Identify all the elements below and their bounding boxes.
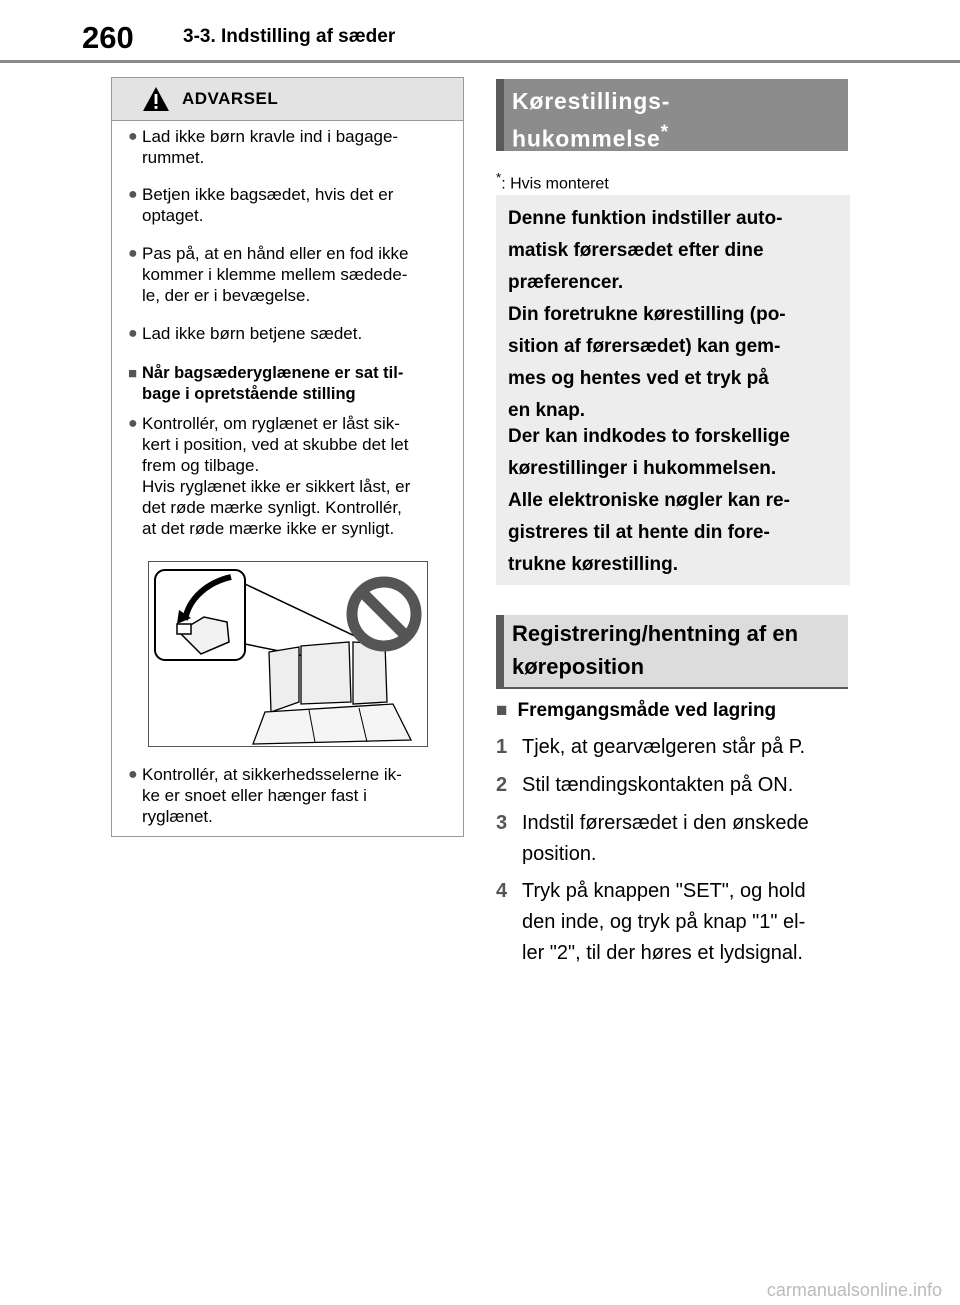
header-rule (0, 60, 960, 63)
intro-paragraph: Der kan indkodes to forskellige kørestillinger i hukommelsen. (508, 426, 790, 479)
warning-item-text: Pas på, at en hånd eller en fod ikke kommer i klemme mellem sædede- le, der er i bevægelse. (142, 244, 409, 305)
footnote-mark: * (496, 170, 502, 185)
seat-illustration-drawing (149, 562, 427, 746)
step-text: Indstil førersædet i den ønskede position. (522, 812, 809, 865)
step-text: Tjek, at gearvælgeren står på P. (522, 736, 806, 758)
intro-paragraph: Denne funktion indstiller auto- matisk førersædet efter dine præferencer. (508, 208, 783, 293)
warning-item-text: Lad ikke børn betjene sædet. (142, 324, 363, 343)
procedure-step (496, 770, 846, 801)
section-title: 3-3. Indstilling af sæder (183, 26, 396, 47)
step-text: Stil tændingskontakten på ON. (522, 774, 794, 796)
page-number: 260 (82, 20, 134, 55)
warning-item-text: Kontrollér, at sikkerhedsselerne ik- ke er snoet eller hænger fast i ryglænet. (142, 765, 402, 826)
warning-item (128, 126, 458, 168)
intro-box (496, 195, 850, 585)
heading-bar (496, 79, 504, 151)
warning-item-text: Betjen ikke bagsædet, hvis det er optaget. (142, 185, 394, 225)
warning-item (128, 413, 458, 539)
procedure-title-text: Fremgangsmåde ved lagring (517, 700, 777, 721)
intro-paragraph: Din foretrukne kørestilling (po- sition af førersædet) kan gem- mes og hentes ved et tryk på en knap. (508, 304, 786, 421)
step-text: Tryk på knappen "SET", og hold den inde, og tryk på knap "1" el- ler "2", til der høres et lydsignal. (522, 880, 806, 964)
procedure-step (496, 808, 846, 870)
procedure-step (496, 876, 846, 969)
bullet-icon: ● (128, 766, 138, 783)
warning-item-text: Kontrollér, om ryglænet er låst sik- kert i position, ved at skubbe det let frem og tilbage. Hvis ryglænet ikke er sikkert låst, er det røde mærke synligt. Kontrollér, at det røde mærke ikke er synligt. (142, 414, 411, 538)
square-bullet-icon: ■ (496, 700, 508, 721)
warning-subheading-text: Når bagsæderyglænene er sat til- bage i opretstående stilling (142, 364, 404, 403)
heading-text (512, 85, 670, 155)
watermark: carmanualsonline.info (766, 1280, 942, 1300)
intro-paragraph: Alle elektroniske nøgler kan re- gistreres til at hente din fore- trukne kørestilling. (508, 490, 790, 575)
step-number: 4 (496, 880, 508, 902)
bullet-icon: ● (128, 186, 138, 203)
warning-subheading (128, 363, 458, 405)
bullet-icon: ● (128, 325, 138, 342)
procedure-step (496, 732, 846, 763)
square-bullet-icon: ■ (128, 365, 138, 382)
step-number: 3 (496, 812, 508, 834)
footnote-text: : Hvis monteret (501, 175, 609, 193)
warning-item (128, 243, 458, 306)
warning-box (111, 77, 464, 837)
seat-illustration (148, 561, 428, 747)
section-heading-memory (496, 79, 848, 151)
page-header (0, 0, 960, 64)
heading-title: Kørestillings- hukommelse (512, 88, 671, 152)
heading-footnote-mark: * (660, 122, 669, 143)
warning-item (128, 184, 458, 226)
warning-item (128, 323, 458, 344)
warning-item (128, 764, 458, 827)
warning-triangle-icon (142, 86, 170, 112)
bullet-icon: ● (128, 415, 138, 432)
warning-header (112, 78, 463, 121)
heading-text: Registrering/hentning af en køreposition (512, 621, 799, 679)
section-heading-registration (496, 615, 848, 689)
footnote (496, 170, 609, 193)
warning-title: ADVARSEL (182, 89, 279, 108)
procedure-title (496, 700, 776, 722)
bullet-icon: ● (128, 128, 138, 145)
warning-item-text: Lad ikke børn kravle ind i bagage- rummet. (142, 127, 399, 167)
heading-bar (496, 615, 504, 687)
bullet-icon: ● (128, 245, 138, 262)
step-number: 2 (496, 774, 508, 796)
step-number: 1 (496, 736, 508, 758)
